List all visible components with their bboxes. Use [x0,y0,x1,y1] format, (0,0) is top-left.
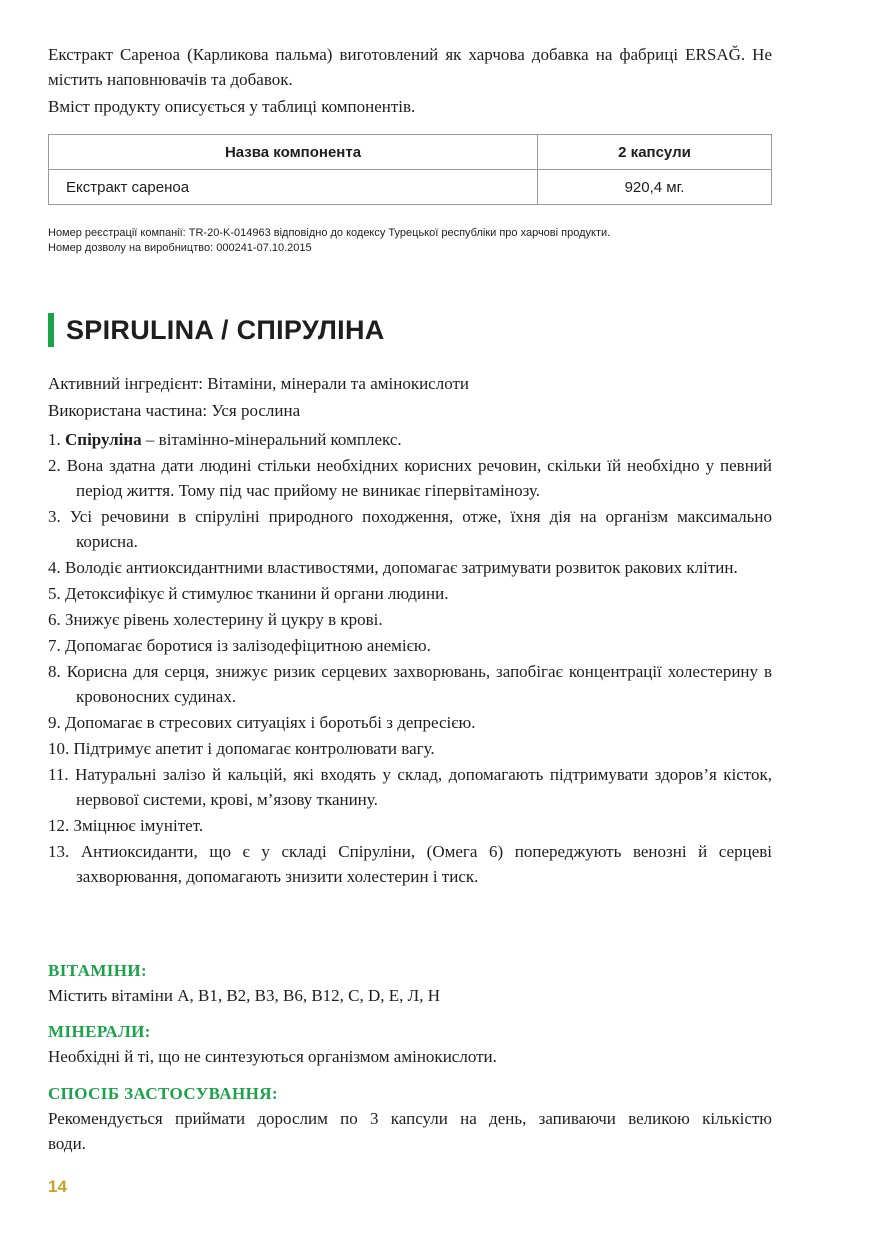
header-dose: 2 капсули [538,135,772,170]
ingredient-meta [48,370,469,424]
header-component-name: Назва компонента [49,135,538,170]
list-item [48,659,772,709]
used-part: Використана частина: Уся рослина [48,401,301,420]
registration-line-1: Номер реєстрації компанії: TR-20-K-014963 відповідно до кодексу Турецької республіки про харчові продукти. [48,227,611,239]
list-item-bold-term: Спіруліна [65,430,142,449]
list-item-text: Вона здатна дати людині стільки необхідних корисних речовин, скільки їй необхідно у певний період життя. Тому під час прийому не виникає гіпервітамінозу. [66,456,773,500]
list-item [48,504,772,554]
minerals-text: Необхідні й ті, що не синтезуються організмом амінокислоти. [48,1047,497,1066]
list-item-text: Допомагає в стресових ситуаціях і боротьбі з депресією. [65,713,476,732]
intro-text [48,42,772,119]
list-item [48,555,772,580]
list-item-text: Корисна для серця, знижує ризик серцевих захворювань, запобігає концентрації холестерину в кровоносних судинах. [66,662,773,706]
usage-section [48,1082,772,1156]
list-item-text: Підтримує апетит і допомагає контролювати вагу. [73,739,435,758]
list-item-number: 7. [48,636,61,655]
active-ingredient: Активний інгредієнт: Вітаміни, мінерали та амінокислоти [48,374,470,393]
component-value-cell: 920,4 мг. [538,170,772,205]
vitamins-heading: ВІТАМІНИ: [48,961,148,980]
list-item-number: 11. [48,765,69,784]
list-item-text: Зміцнює імунітет. [73,816,204,835]
list-item-number: 2. [48,456,61,475]
page-number: 14 [48,1177,67,1196]
list-item-number: 1. [48,430,61,449]
table-header-row [49,135,772,170]
usage-heading: СПОСІБ ЗАСТОСУВАННЯ: [48,1084,278,1103]
vitamins-text: Містить вітаміни А, В1, В2, В3, В6, В12, С, D, E, Л, Н [48,986,440,1005]
list-item-number: 12. [48,816,70,835]
list-item [48,633,772,658]
list-item-number: 6. [48,610,61,629]
section-heading [48,313,385,347]
minerals-section [48,1020,772,1069]
minerals-heading: МІНЕРАЛИ: [48,1022,151,1041]
usage-text: Рекомендується приймати дорослим по 3 капсули на день, запиваючи великою кількістю води. [48,1109,772,1153]
list-item-number: 3. [48,507,61,526]
list-item-number: 4. [48,558,61,577]
heading-accent-bar [48,313,54,347]
component-name-cell: Екстракт сареноа [49,170,538,205]
list-item [48,607,772,632]
list-item [48,453,772,503]
table-row [49,170,772,205]
section-title: SPIRULINA / СПІРУЛІНА [66,314,385,345]
list-item [48,762,772,812]
list-item-number: 8. [48,662,61,681]
list-item [48,710,772,735]
list-item-text: Натуральні залізо й кальцій, які входять у склад, допомагають підтримувати здоров’я кісток, нервової системи, крові, м’язову тканину. [75,765,773,809]
benefits-list [48,427,772,890]
list-item-text: Детоксифікує й стимулює тканини й органи людини. [65,584,449,603]
registration-line-2: Номер дозволу на виробництво: 000241-07.10.2015 [48,242,312,254]
intro-paragraph-2: Вміст продукту описується у таблиці компонентів. [48,97,416,116]
list-item [48,736,772,761]
list-item-text: Усі речовини в спіруліні природного походження, отже, їхня дія на організм максимально корисна. [69,507,773,551]
list-item-number: 10. [48,739,70,758]
list-item [48,813,772,838]
list-item-text: Допомагає боротися із залізодефіцитною анемією. [65,636,431,655]
list-item-number: 13. [48,842,70,861]
list-item-text: Антиоксиданти, що є у складі Спіруліни, (Омега 6) попереджують венозні й серцеві захворювання, допомагають знизити холестерин і тиск. [76,842,772,886]
list-item-text: – вітамінно-мінеральний комплекс. [141,430,402,449]
list-item-number: 9. [48,713,61,732]
list-item-text: Знижує рівень холестерину й цукру в крові. [65,610,383,629]
components-table [48,134,772,205]
list-item-number: 5. [48,584,61,603]
vitamins-section [48,959,772,1008]
list-item-text: Володіє антиоксидантними властивостями, допомагає затримувати розвиток ракових клітин. [65,558,738,577]
list-item [48,839,772,889]
intro-paragraph-1: Екстракт Сареноа (Карликова пальма) виготовлений як харчова добавка на фабриці ERSAĞ. Не містить наповнювачів та добавок. [48,45,772,89]
registration-info [48,226,788,256]
list-item [48,581,772,606]
list-item [48,427,772,452]
